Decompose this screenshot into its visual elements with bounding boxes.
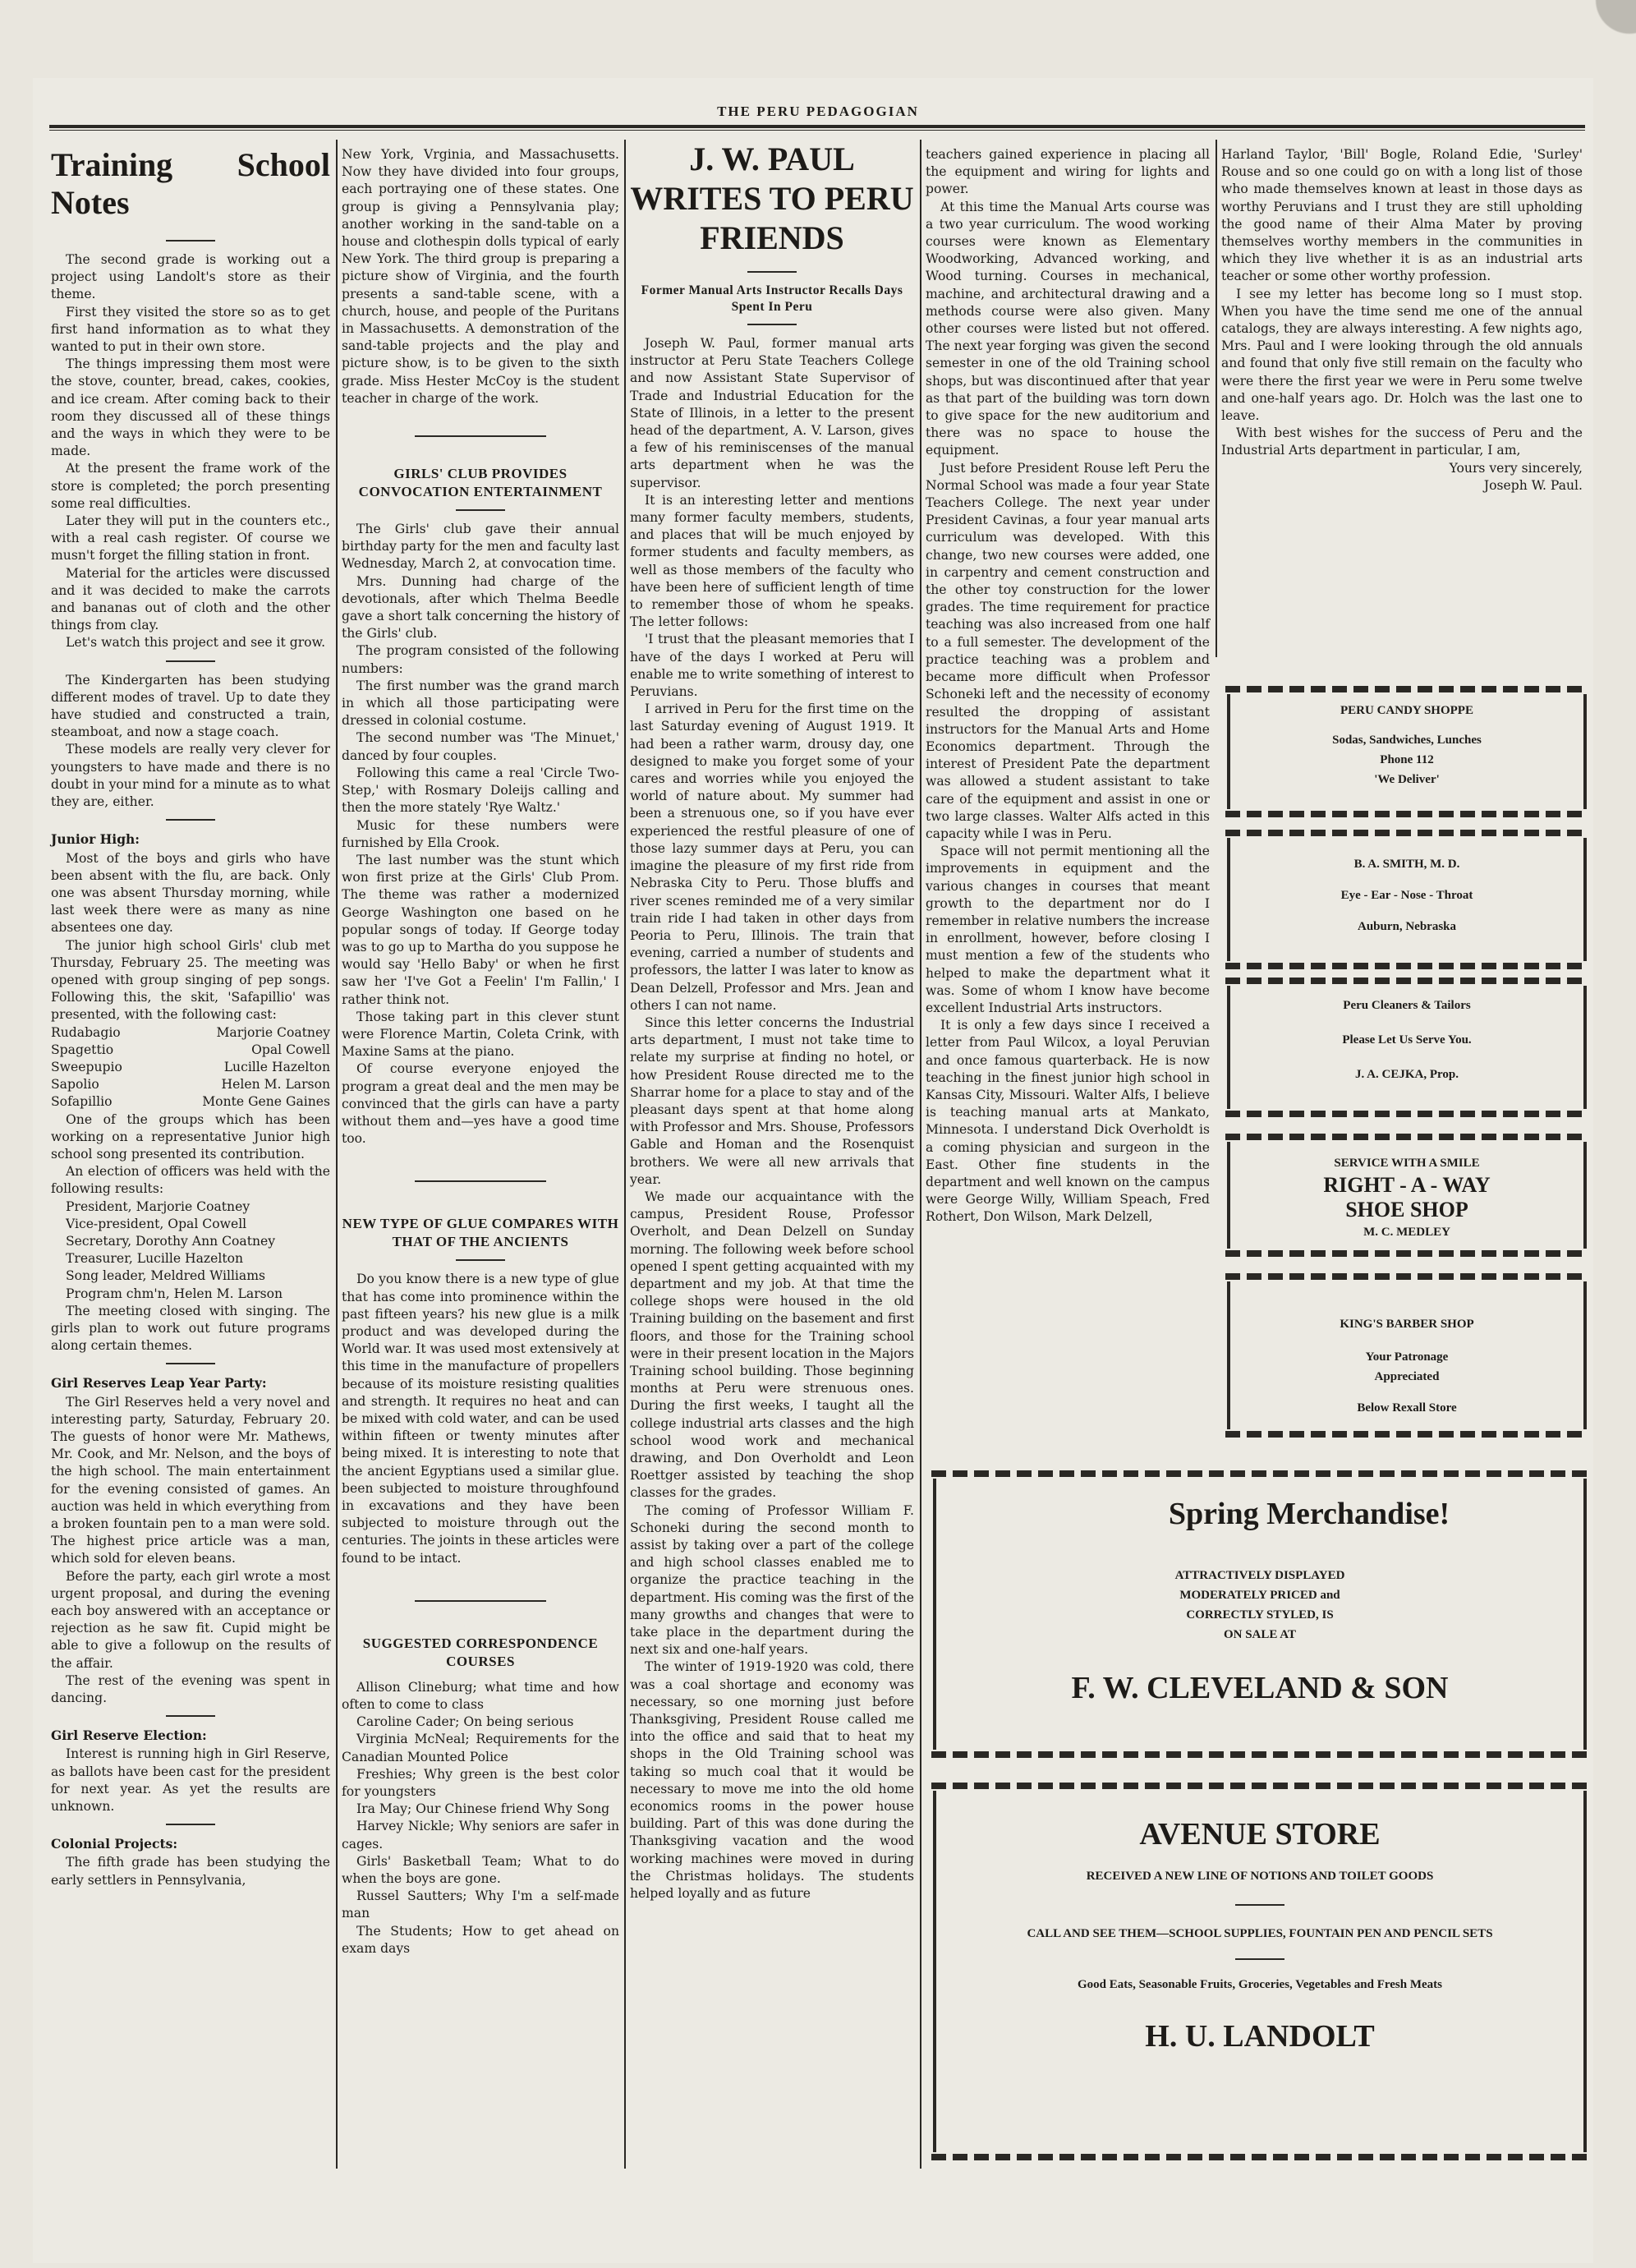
ad-kings-barber-shop: KING'S BARBER SHOP Your Patronage Appreciated Below Rexall Store [1227,1281,1587,1429]
article-paragraph: An election of officers was held with the following results: [51,1164,330,1197]
officer-line: Secretary, Dorothy Ann Coatney [66,1233,276,1249]
article-paragraph: These models are really very clever for youngsters to have made and there is no doubt in your mind for a minute as to what they are, either. [51,742,330,810]
divider [166,1715,215,1717]
course-line: Russel Sautters; Why I'm a self-made man [342,1888,619,1921]
article-paragraph: teachers gained experience in placing all the equipment and wiring for lights and power. [926,147,1210,197]
article-paragraph: With best wishes for the success of Peru and the Industrial Arts department in particular, I am, [1221,426,1583,458]
course-line: Freshies; Why green is the best color for youngsters [342,1766,619,1800]
page-corner-tear [1570,0,1636,49]
course-line: Girls' Basketball Team; What to do when the boys are gone. [342,1853,619,1887]
column-girls-club [342,146,619,1957]
article-paragraph: Later they will put in the counters etc., with a real cash register. Of course we musn't forget the filling station in front. [51,513,330,564]
article-paragraph: Harland Taylor, 'Bill' Bogle, Roland Edie, 'Surley' Rouse and so one could go on with a long list of those who made themselves known at least in those days as worthy Peruvians and I trust they are still upholding the good name of their Alma Mater by proving themselves worthy members in the communities in which they live whether it is as an industrial arts teacher or some other worthy profession. [1221,147,1583,284]
article-paragraph: The junior high school Girls' club met Thursday, February 25. The meeting was opened with group singing of pep songs. Following this, the skit, 'Safapillio' was presented, with the following cast: [51,937,330,1023]
running-head: THE PERU PEDAGOGIAN [717,104,919,119]
article-paragraph: Material for the articles were discussed and it was decided to make the carrots and bananas out of cloth and the other things from clay. [51,565,330,633]
divider [747,271,797,273]
course-line: The Students; How to get ahead on exam days [342,1923,619,1956]
ad-ba-smith: B. A. SMITH, M. D. Eye - Ear - Nose - Throat Auburn, Nebraska [1227,838,1587,961]
article-paragraph: The rest of the evening was spent in dancing. [51,1672,330,1706]
column-paul-letter [630,140,914,1902]
article-paragraph: We made our acquaintance with the campus, President Rouse, Professor Overholt, and Dean Delzell on Sunday morning. The following week before school opened I spent getting acquainted with my department and my job. At that time the college shops were housed in the old Training building on the basement and first floors, and those for the Training school were in their present location in the Majors Training school building. Those beginning months at Peru were strenuous ones. During the first weeks, I taught all the college industrial arts classes and the high school wood work and mechanical drawing, and Don Overholdt and Leon Roettger assisted by teaching the shop classes for the grades. [630,1189,914,1501]
article-paragraph: Music for these numbers were furnished by Ella Crook. [342,817,619,850]
article-paragraph: The second number was 'The Minuet,' danced by four couples. [342,730,619,763]
article-paragraph: Do you know there is a new type of glue that has come into prominence within the past fifteen years? his new glue is a milk product and was developed during the World war. It was used most extensively at this time in the manufacture of propellers because of its moisture resisting qualities and strength. It requires no heat and can be mixed with cold water, and can be used within fifteen or twenty minutes after being mixed. It is interesting to note that the ancient Egyptians used a similar glue. been subjected to moisture throughfound in excavations and they have been subjected to moisture through out the centuries. The joints in these articles were found to be intact. [342,1272,619,1566]
course-line: Ira May; Our Chinese friend Why Song [356,1801,610,1817]
article-paragraph: 'I trust that the pleasant memories that I have of the days I worked at Peru will enable me to write something of interest to Peruvians. [630,632,914,700]
divider [415,1180,546,1182]
article-paragraph: It is an interesting letter and mentions many former faculty members, students, and places that will be much enjoyed by former students and faculty members, as well as those members of the faculty who have been here of sufficient length of time to remember those of whom he speaks. The letter follows: [630,492,914,630]
course-line: Harvey Nickle; Why seniors are safer in cages. [342,1819,619,1852]
article-paragraph: Following this came a real 'Circle Two-Step,' with Rosmary Doleijs calling and then the more stately 'Rye Waltz.' [342,765,619,816]
paul-headline: J. W. PAUL WRITES TO PERU FRIENDS [630,140,914,256]
column-paul-letter-end [1221,146,1583,495]
top-rule-thin [49,130,1585,131]
cast-line: Sweepupio Lucille Hazelton [51,1059,330,1074]
article-paragraph: The first number was the grand march in which all those participating were dressed in colonial costume. [342,678,619,729]
divider [415,1600,546,1602]
article-paragraph: At this time the Manual Arts course was a two year curriculum. The wood working courses were known as Elementary Woodworking, Advanced working, and Wood turning. Courses in mechanical, machine, and architectural drawing and a methods course were also given. Many other courses were listed but not offered. The next year forging was given the second semester in one of the old Training school shops, but was discontinued after that year as that part of the building was torn down to give space for the new auditorium and there was no space to house the equipment. [926,199,1210,458]
article-paragraph: Of course everyone enjoyed the program a great deal and the men may be convinced that the girls can have a party without them and—yes have a good time too. [342,1061,619,1147]
training-school-headline: Training School Notes [51,146,330,221]
ad-fw-cleveland: Spring Merchandise! ATTRACTIVELY DISPLAYED MODERATELY PRICED and CORRECTLY STYLED, IS ON SALE AT F. W. CLEVELAND & SON [933,1479,1587,1750]
article-paragraph: The program consisted of the following numbers: [342,643,619,676]
course-line: Virginia McNeal; Requirements for the Canadian Mounted Police [342,1732,619,1764]
article-paragraph: Before the party, each girl wrote a most urgent proposal, and during the evening each boy answered with an acceptance or rejection as he saw fit. Cupid might be able to give a followup on the results of the affair. [51,1568,330,1671]
article-paragraph: Joseph W. Paul, former manual arts instructor at Peru State Teachers College and now Assistant State Supervisor of Trade and Industrial Education for the State of Illinois, in a letter to the present head of the department, A. V. Larson, gives a few of his reminiscenses of the manual arts department when he was the supervisor. [630,336,914,490]
divider [166,1363,215,1364]
divider [166,1824,215,1825]
article-paragraph: The last number was the stunt which won first prize at the Girls' Club Prom. The theme was rather a modernized George Washington one based on he popular songs of today. If George today was to go up to Martha do you suppose he would say 'Hello Baby' or when he first saw her 'I've Got a Feelin' I'm Fallin,' I rather think not. [342,852,619,1007]
article-paragraph: Interest is running high in Girl Reserve, as ballots have been cast for the president for next year. As yet the results are unknown. [51,1746,330,1815]
article-paragraph: Let's watch this project and see it grow. [66,635,326,651]
officer-line: Song leader, Meldred Williams [66,1268,266,1284]
paul-subheadline: Former Manual Arts Instructor Recalls Days Spent In Peru [641,283,903,314]
divider [415,435,546,437]
glue-headline: NEW TYPE OF GLUE COMPARES WITH THAT OF THE ANCIENTS [342,1216,619,1250]
article-paragraph: Space will not permit mentioning all the improvements in equipment and the various changes in courses that meant growth to the department nor do I remember in relative numbers the increase in enrollment, however, before closing I must mention a few of the students who helped to make the department what it was. Some of whom I know have become excellent Industrial Arts instructors. [926,844,1210,1015]
article-paragraph: New York, Vrginia, and Massachusetts. Now they have divided into four groups, each portraying one of these states. One group is giving a Pennsylvania play; another working in the sand-table on a house and clothespin dolls typical of early New York. The third group is preparing a picture show of Virginia, and the fourth presents a sand-table scene, with a church, house, and people of the Puritans in Massachusetts. A demonstration of the sand-table projects and the play and picture show, is to be given to the sixth grade. Miss Hester McCoy is the student teacher in charge of the work. [342,147,619,406]
article-paragraph: Most of the boys and girls who have been absent with the flu, are back. Only one was absent Thursday morning, while last week there were as many as nine absentees one day. [51,850,330,936]
article-paragraph: Those taking part in this clever stunt were Florence Martin, Coleta Crink, with Maxine Sams at the piano. [342,1009,619,1060]
ad-peru-cleaners: Peru Cleaners & Tailors Please Let Us Serve You. J. A. CEJKA, Prop. [1227,986,1587,1109]
ad-right-a-way-shoe-shop: SERVICE WITH A SMILE RIGHT - A - WAY SHOE SHOP M. C. MEDLEY [1227,1142,1587,1249]
divider [166,240,215,242]
officer-line: Vice-president, Opal Cowell [66,1216,247,1231]
article-paragraph: It is only a few days since I received a letter from Paul Wilcox, a loyal Peruvian and once famous quarterback. He is now teaching in the finest junior high school in Kansas City, Missouri. Walter Alfs, I believe is teaching manual arts at Mankato, Minnesota. I understand Dick Overholdt is a coming physician and surgeon in the East. Other fine students in the department and well known on the campus were George Willy, William Speach, Fred Rothert, Don Wilson, Mark Delzell, [926,1018,1210,1225]
course-line: Caroline Cader; On being serious [356,1714,574,1730]
article-paragraph: I see my letter has become long so I must stop. When you have the time send me one of the annual catalogs, they are always interesting. A few nights ago, Mrs. Paul and I were looking through the old annuals and found that only five still remain on the faculty who were there the first year we were in Peru some twelve and one-half years ago. Dr. Holch was the last one to leave. [1221,286,1583,424]
cast-line: Spagettio Opal Cowell [51,1042,330,1057]
divider [456,509,505,511]
article-paragraph: The Girl Reserves held a very novel and interesting party, Saturday, February 20. The guests of honor were Mr. Mathews, Mr. Cook, and Mr. Nelson, and the boys of the high school. The main entertainment for the evening consisted of games. An auction was held in which everything from a broken fountain pen to a man were sold. The highest price article was a man, which sold for eleven beans. [51,1394,330,1566]
article-paragraph: Just before President Rouse left Peru the Normal School was made a four year State Teachers College. The next year under President Cavinas, a four year manual arts curriculum was developed. With this change, two new courses were added, one in carpentry and cement construction and the other toy construction for the lower grades. The time requirement for practice teaching was also increased from one half to a full semester. The development of the practice teaching was a problem and became more difficult when Professor Schoneki left and the necessity of economy resulted the dropping of assistant instructors for the Manual Arts and Home Economics department. Through the interest of President Pate the department was allowed a student assistant to take care of the equipment and assist in one or two large classes. Walter Alfs acted in this capacity while I was in Peru. [926,460,1210,841]
section-label: Girl Reserves Leap Year Party: [51,1375,267,1392]
article-paragraph: Since this letter concerns the Industrial arts department, I must not take time to relate my surprise at finding no hotel, or how President Rouse directed me to the Sharrar home for a place to stay and of the pleasant days spent at that home along with Professor and Mrs. Shouse, Professors Gable and Homan and the Rosenquist brothers. We were all new arrivals that year. [630,1014,914,1187]
ad-avenue-store: AVENUE STORE RECEIVED A NEW LINE OF NOTIONS AND TOILET GOODS CALL AND SEE THEM—SCHOOL SUPPLIES, FOUNTAIN PEN AND PENCIL SETS Good Eats, Seasonable Fruits, Groceries, Vegetables and Fresh Meats H. U. LANDOLT [933,1791,1587,2152]
column-rule [336,140,338,2169]
cast-line: Sapolio Helen M. Larson [51,1077,330,1093]
article-paragraph: Mrs. Dunning had charge of the devotionals, after which Thelma Beedle gave a short talk concerning the history of the Girls' club. [342,573,619,642]
article-paragraph: I arrived in Peru for the first time on the last Saturday evening of August 1919. It had been a rather warm, drousy day, one designed to make you forget some of your cares and worries while you enjoyed the world of nature about. My summer had been a strenuous one, so if you have ever experienced the restful pleasure of one of those lazy summer days at Peru, you can imagine the pleasure of my first ride from Nebraska City to Peru. Those bluffs and river scenes reminded me of a very similar train ride I had taken in other days from Peoria to Peru, Illinois. The train that evening, carried a number of students and professors, the latter I was later to know as Dean Delzell, Professor and Mrs. Jean and others I can not name. [630,702,914,1013]
girls-club-headline: GIRLS' CLUB PROVIDES CONVOCATION ENTERTAINMENT [358,466,603,500]
letter-closing: Yours very sincerely, [1449,460,1583,476]
letter-signature: Joseph W. Paul. [1483,477,1583,493]
ad-peru-candy-shoppe: PERU CANDY SHOPPE Sodas, Sandwiches, Lunches Phone 112 'We Deliver' [1227,694,1587,809]
divider [747,324,797,325]
divider [456,1259,505,1261]
top-rule [49,125,1585,128]
divider [1235,1904,1284,1906]
article-paragraph: One of the groups which has been working on a representative Junior high school song presented its contribution. [51,1111,330,1162]
article-paragraph: The coming of Professor William F. Schoneki during the second month to assist by taking over a part of the college and high school classes enabled me to organize the practice teaching in the department. His coming was the first of the many growths and changes that were to take place in the department during the next six and one-half years. [630,1502,914,1658]
divider [1235,1958,1284,1960]
cast-line: Sofapillio Monte Gene Gaines [51,1094,330,1110]
section-label: Colonial Projects: [51,1836,178,1852]
cast-line: Rudabagio Marjorie Coatney [51,1024,330,1040]
course-line: Allison Clineburg; what time and how often to come to class [342,1679,619,1713]
divider [166,660,215,662]
column-training-school [51,140,330,1889]
officer-line: Treasurer, Lucille Hazelton [66,1251,244,1267]
article-paragraph: The second grade is working out a project using Landolt's store as their theme. [51,252,330,302]
article-paragraph: The meeting closed with singing. The girls plan to work out future programs along certain themes. [51,1303,330,1354]
officer-line: President, Marjorie Coatney [66,1198,250,1214]
column-rule [920,140,921,2169]
article-paragraph: The Girls' club gave their annual birthday party for the men and faculty last Wednesday, March 2, at convocation time. [342,522,619,572]
courses-headline: SUGGESTED CORRESPONDENCE COURSES [362,1635,599,1669]
column-paul-letter-cont [926,146,1210,1226]
divider [166,819,215,821]
article-paragraph: The fifth grade has been studying the early settlers in Pennsylvania, [51,1855,330,1888]
officer-line: Program chm'n, Helen M. Larson [66,1286,283,1301]
article-paragraph: The Kindergarten has been studying different modes of travel. Up to date they have studied and constructed a train, steamboat, and now a stage coach. [51,672,330,740]
article-paragraph: First they visited the store so as to get first hand information as to what they wanted to put in their own store. [51,304,330,355]
section-label: Junior High: [51,831,140,848]
article-paragraph: At the present the frame work of the store is completed; the porch presenting some real difficulties. [51,461,330,511]
article-paragraph: The winter of 1919-1920 was cold, there was a coal shortage and economy was necessary, so one morning just before Thanksgiving, President Rouse called me into the office and said that to heat my shops in the Old Training school was taking so much coal that it would be necessary to move me into the old home economics rooms in the power house building. Part of this was done during the Thanksgiving vacation and the wood working machines were moved in during the Christmas holidays. The students helped loyally and as future [630,1659,914,1902]
column-rule [1216,140,1217,657]
column-rule [624,140,626,2169]
section-label: Girl Reserve Election: [51,1727,207,1744]
article-paragraph: The things impressing them most were the stove, counter, bread, cakes, cookies, and ice cream. After coming back to their room they discussed all of these things and the ways in which they were to be made. [51,357,330,459]
